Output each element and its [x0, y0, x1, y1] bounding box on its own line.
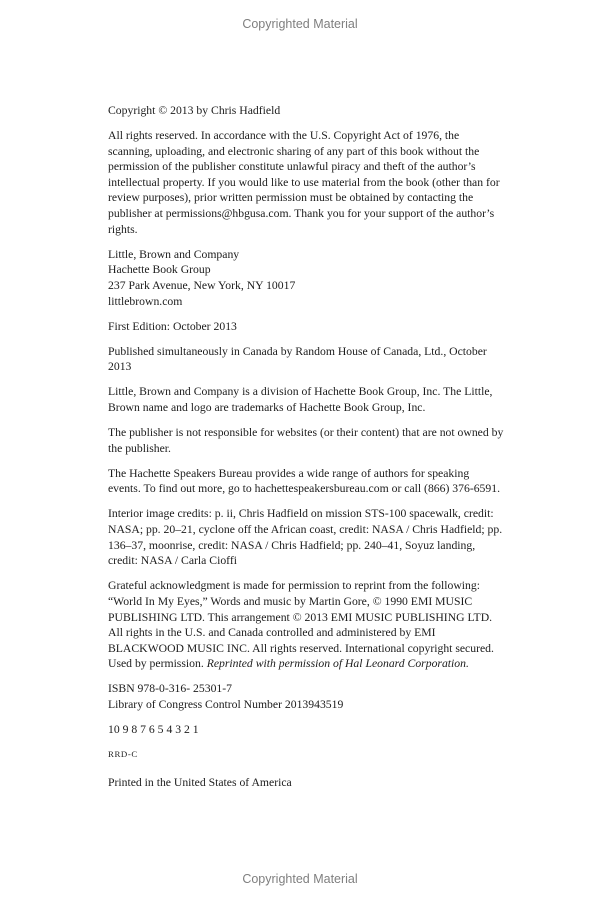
publisher-address-block: [108, 247, 504, 309]
publisher-group-line: Hachette Book Group: [108, 263, 211, 277]
websites-disclaimer-paragraph: The publisher is not responsible for websites (or their content) that are not owned by the publisher.: [108, 426, 504, 455]
division-paragraph: Little, Brown and Company is a division of Hachette Book Group, Inc. The Little, Brown name and logo are trademarks of Hachette Book Group, Inc.: [108, 385, 493, 414]
rights-paragraph: All rights reserved. In accordance with the U.S. Copyright Act of 1976, the scanning, uploading, and electronic sharing of any part of this book without the permission of the publisher constitute unlawful piracy and theft of the author’s intellectual property. If you would like to use material from the book (other than for review purposes), prior written permission must be obtained by contacting the publisher at permissions@hbgusa.com. Thank you for your support of the author’s rights.: [108, 129, 500, 236]
copyright-page-body: [108, 103, 504, 800]
publisher-name-line: Little, Brown and Company: [108, 247, 240, 261]
speakers-bureau-paragraph: The Hachette Speakers Bureau provides a wide range of authors for speaking events. To find out more, go to hachettespeakersbureau.com or call (866) 376-6591.: [108, 466, 501, 496]
isbn-line: ISBN 978-0-316- 25301-7: [108, 682, 233, 696]
acknowledgment-main-text: Grateful acknowledgment is made for permission to reprint from the following: “World In My Eyes,” Words and music by Martin Gore, © 1990 EMI MUSIC PUBLISHING LTD. This arrangement © 2013 EMI MUSIC PUBLISHING LTD. All rights in the U.S. and Canada controlled and administered by EMI BLACKWOOD MUSIC INC. All rights reserved. International copyright secured. Used by permission.: [108, 579, 494, 671]
canada-publication-line: Published simultaneously in Canada by Random House of Canada, Ltd., October 2013: [108, 344, 487, 374]
library-of-congress-line: Library of Congress Control Number 2013943519: [108, 698, 344, 711]
copyrighted-material-top-label: Copyrighted Material: [242, 17, 358, 31]
printed-in-line: Printed in the United States of America: [108, 775, 292, 789]
edition-line: First Edition: October 2013: [108, 319, 237, 333]
acknowledgment-paragraph: [108, 578, 504, 672]
publisher-website-line: littlebrown.com: [108, 294, 183, 308]
acknowledgment-italic-text: Reprinted with permission of Hal Leonard Corporation.: [206, 657, 469, 671]
image-credits-paragraph: Interior image credits: p. ii, Chris Hadfield on mission STS-100 spacewalk, credit: NASA; pp. 20–21, cyclone off the African coast, credit: NASA / Chris Hadfield; pp. 136–37, moonrise, credit: NASA / Chris Hadfield; pp. 240–41, Soyuz landing, credit: NASA / Carla Cioffi: [108, 507, 503, 568]
isbn-block: [108, 681, 504, 712]
printer-code-line: RRD-C: [108, 749, 138, 760]
print-run-line: 10 9 8 7 6 5 4 3 2 1: [108, 723, 199, 737]
copyright-line: Copyright © 2013 by Chris Hadfield: [108, 104, 281, 117]
copyrighted-material-bottom-label: Copyrighted Material: [242, 872, 358, 886]
publisher-street-line: 237 Park Avenue, New York, NY 10017: [108, 278, 296, 292]
